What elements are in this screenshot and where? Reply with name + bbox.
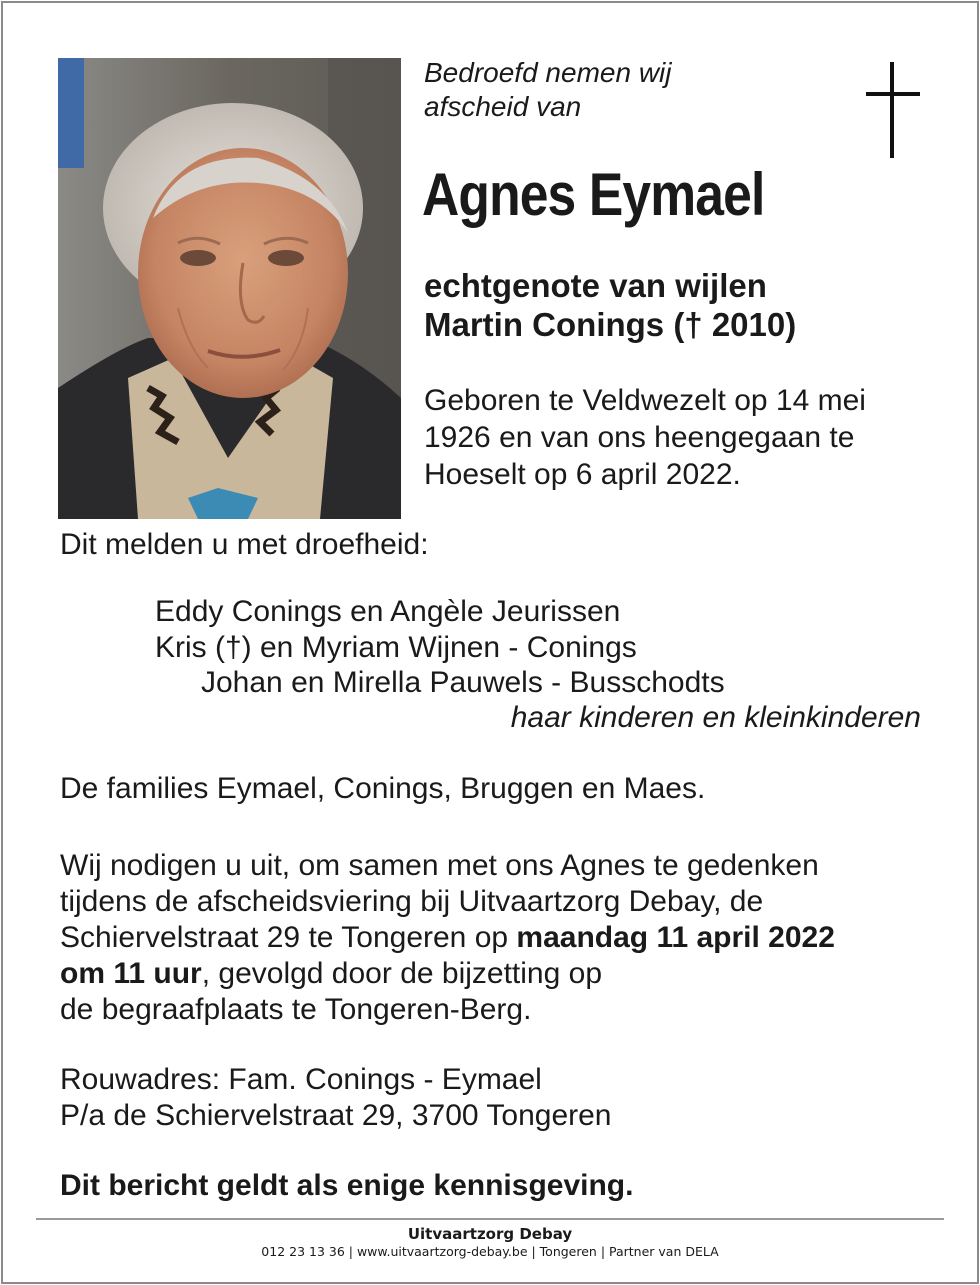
mourning-address [60, 1062, 611, 1134]
birth-line: Hoeselt op 6 april 2022. [424, 458, 741, 491]
cross-icon [864, 62, 922, 158]
footer-company: Uitvaartzorg Debay [407, 1225, 573, 1243]
service-time: om 11 uur [60, 957, 202, 990]
birth-death-text [424, 382, 866, 493]
family-line: Johan en Mirella Pauwels - Busschodts [201, 666, 725, 699]
invitation-text [60, 848, 835, 1028]
invitation-line: de begraafplaats te Tongeren-Berg. [60, 993, 532, 1026]
birth-line: Geboren te Veldwezelt op 14 mei [424, 384, 866, 417]
intro-line: Bedroefd nemen wij [424, 57, 672, 88]
spouse-line: echtgenote van wijlen [424, 267, 767, 304]
announce-text: Dit melden u met droefheid: [60, 528, 429, 561]
intro-text [424, 56, 844, 124]
deceased-name: Agnes Eymael [422, 161, 765, 228]
family-line: Kris (†) en Myriam Wijnen - Conings [155, 631, 637, 664]
birth-line: 1926 en van ons heengegaan te [424, 421, 855, 454]
notice-text: Dit bericht geldt als enige kennisgeving. [60, 1169, 634, 1202]
address-line: P/a de Schiervelstraat 29, 3700 Tongeren [60, 1099, 612, 1132]
invitation-text-part: , gevolgd door de bijzetting op [201, 957, 603, 990]
invitation-line [60, 920, 835, 956]
footer-divider [36, 1218, 944, 1220]
invitation-line [60, 956, 835, 992]
family-line: Eddy Conings en Angèle Jeurissen [155, 595, 621, 628]
portrait-photo [58, 58, 401, 519]
invitation-text-part: Schiervelstraat 29 te Tongeren op [60, 921, 517, 954]
families-text: De families Eymael, Conings, Bruggen en Maes. [60, 772, 706, 805]
address-line: Rouwadres: Fam. Conings - Eymael [60, 1063, 542, 1096]
intro-line: afscheid van [424, 91, 582, 122]
spouse-line: Martin Conings († 2010) [424, 306, 797, 343]
invitation-line: Wij nodigen u uit, om samen met ons Agnes te gedenken [60, 849, 819, 882]
footer-contact-info: 012 23 13 36 | www.uitvaartzorg-debay.be | Tongeren | Partner van DELA [261, 1244, 719, 1259]
spouse-text [424, 266, 796, 344]
invitation-line: tijdens de afscheidsviering bij Uitvaartzorg Debay, de [60, 885, 764, 918]
family-relation: haar kinderen en kleinkinderen [510, 701, 921, 734]
service-date: maandag 11 april 2022 [516, 921, 835, 954]
